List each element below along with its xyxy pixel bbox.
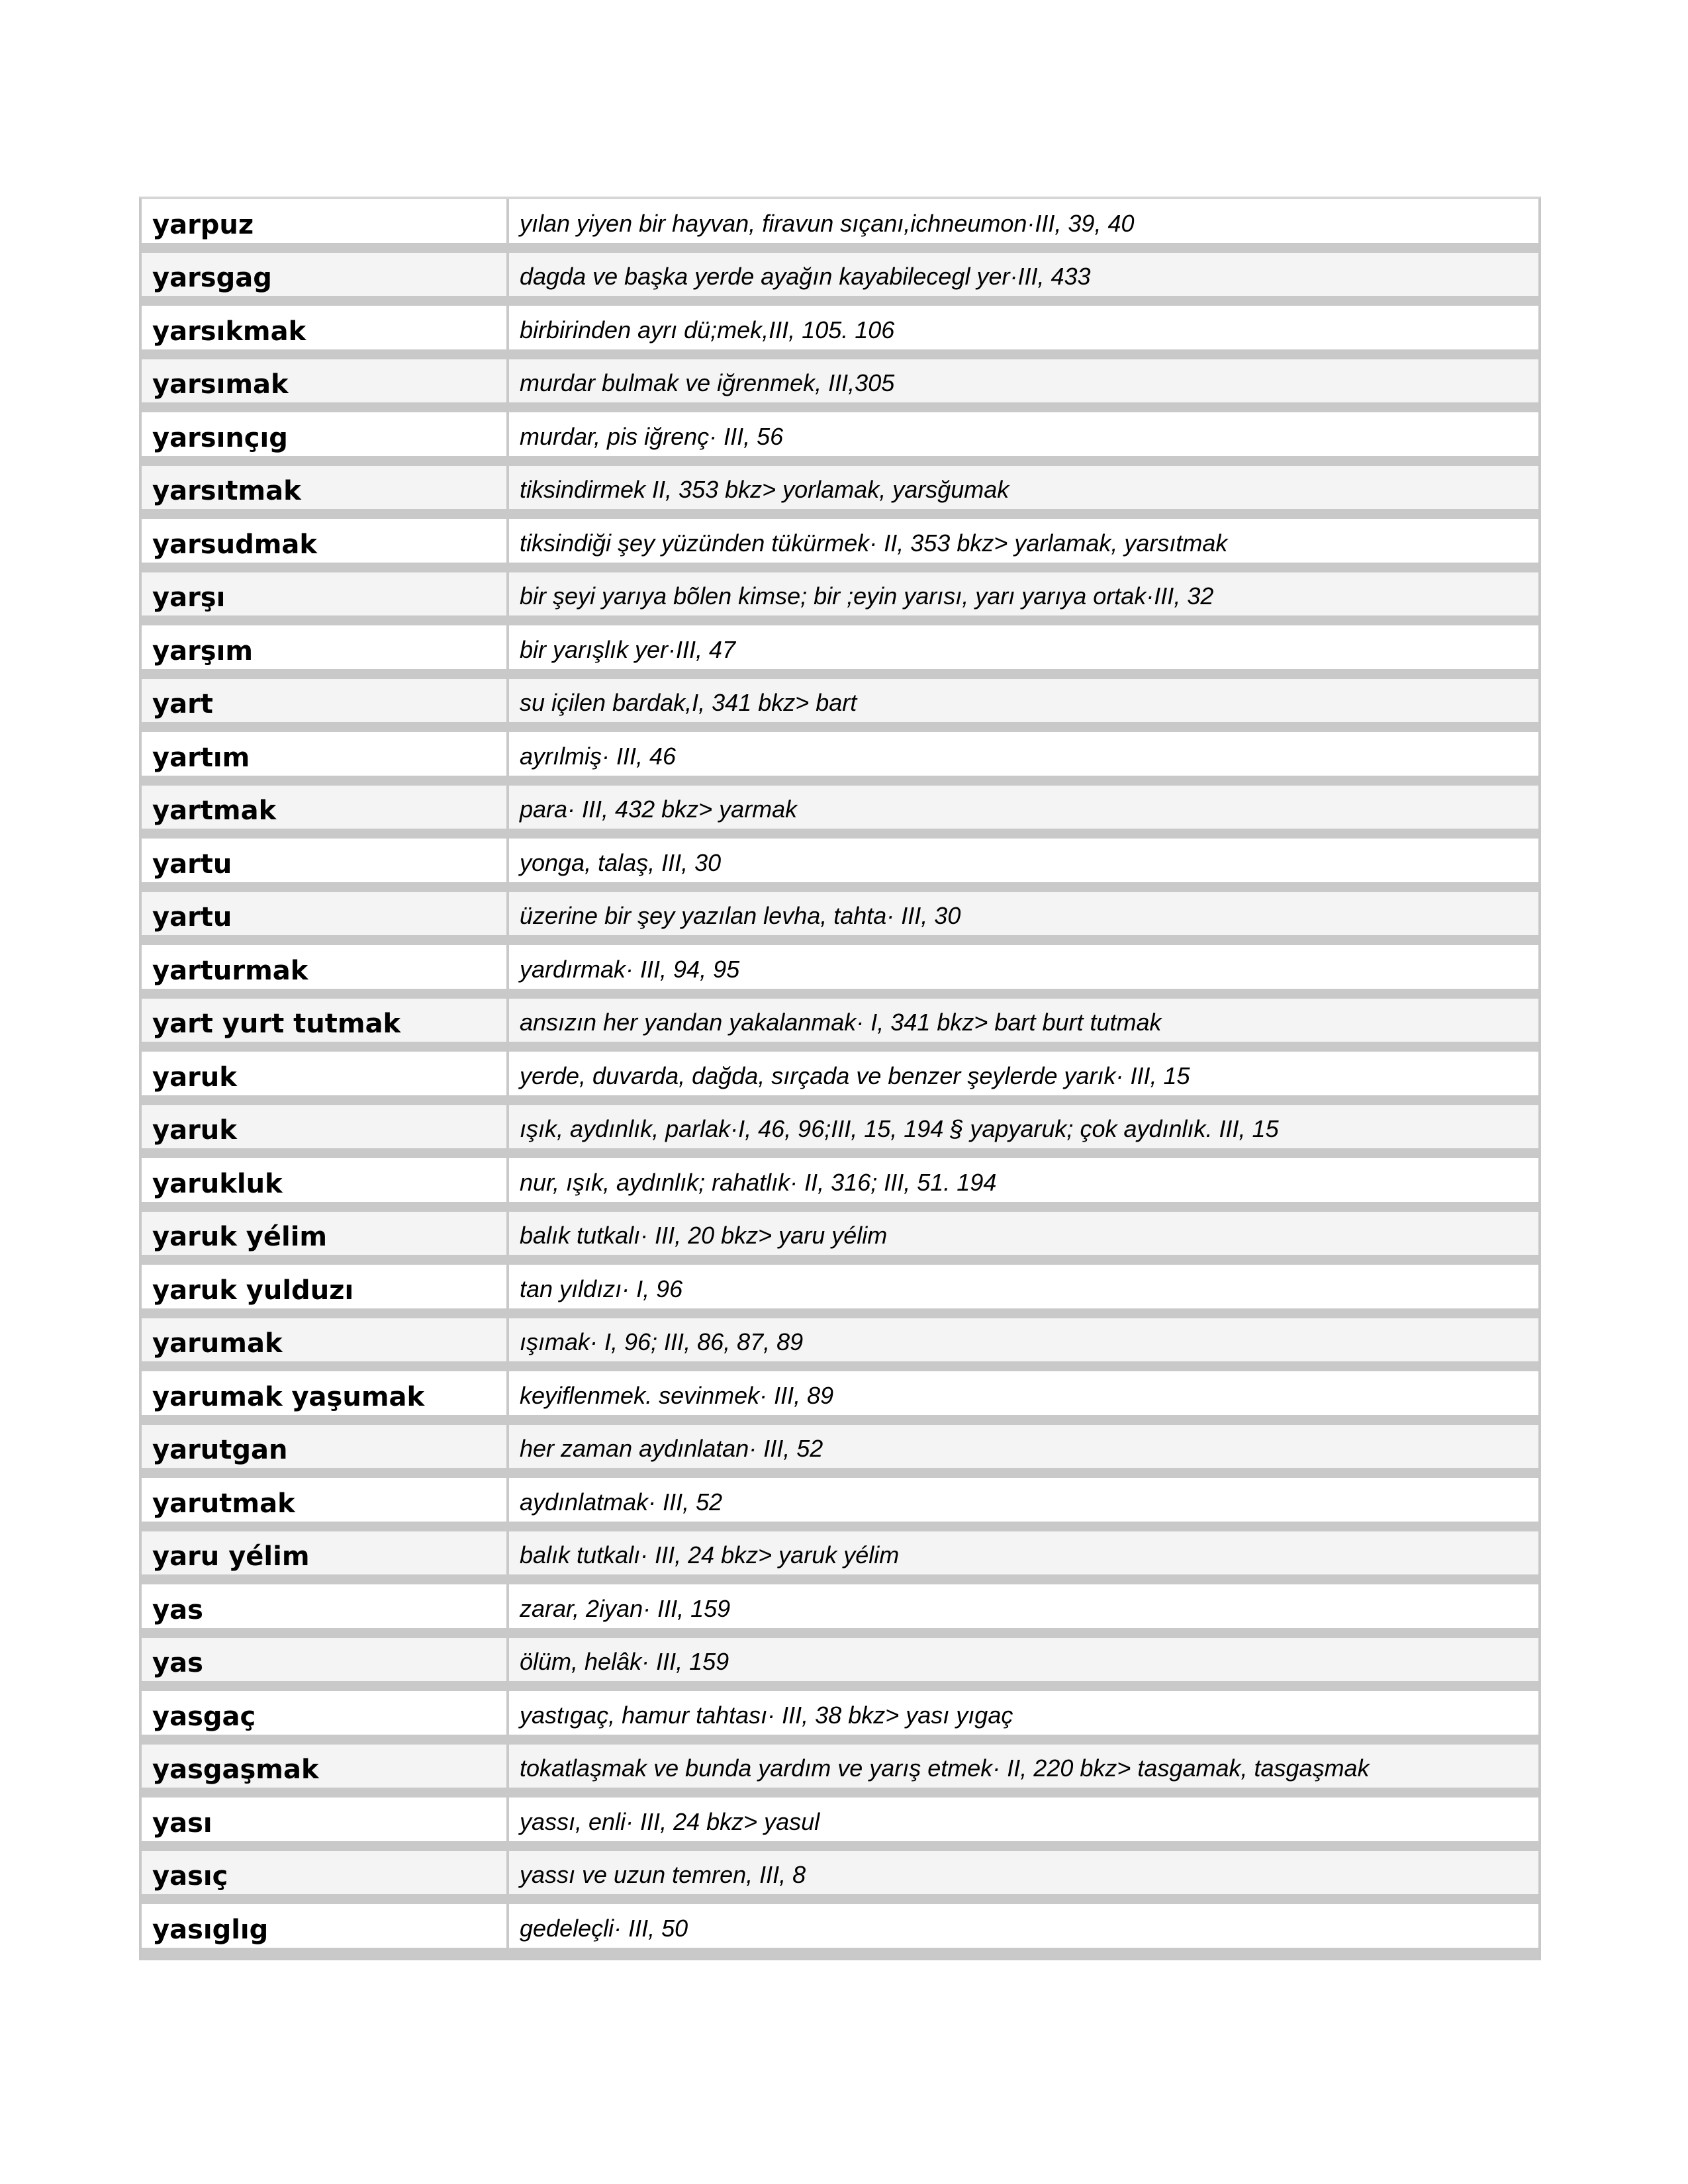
entry-term: yarşı xyxy=(142,572,509,616)
entry-definition: tokatlaşmak ve bunda yardım ve yarış etmek· II, 220 bkz> tasgamak, tasgaşmak xyxy=(520,1754,1370,1782)
entry-term: yarsıkmak xyxy=(142,306,509,349)
entry-term: yaruk xyxy=(142,1105,509,1149)
table-row xyxy=(142,786,1538,839)
entry-term: yarşım xyxy=(142,625,509,669)
entry-term: yartu xyxy=(142,892,509,936)
table-row xyxy=(142,1691,1538,1745)
entry-definition: aydınlatmak· III, 52 xyxy=(520,1488,723,1516)
entry-term: yas xyxy=(142,1638,509,1682)
entry-definition: ansızın her yandan yakalanmak· I, 341 bkz> bart burt tutmak xyxy=(520,1009,1162,1036)
entry-term: yarumak xyxy=(142,1318,509,1362)
entry-definition: tiksindirmek II, 353 bkz> yorlamak, yarsğumak xyxy=(520,476,1009,503)
entry-term: yarutmak xyxy=(142,1478,509,1522)
entry-definition: ayrılmiş· III, 46 xyxy=(520,742,677,770)
table-row xyxy=(142,892,1538,946)
entry-definition: dagda ve başka yerde ayağın kayabilecegl yer·III, 433 xyxy=(520,263,1091,290)
entry-term: yart yurt tutmak xyxy=(142,999,509,1042)
entry-definition: balık tutkalı· III, 20 bkz> yaru yélim xyxy=(520,1222,888,1249)
table-row xyxy=(142,1425,1538,1479)
table-row xyxy=(142,1265,1538,1318)
entry-definition: para· III, 432 bkz> yarmak xyxy=(520,796,798,823)
entry-term: yası xyxy=(142,1797,509,1841)
table-row xyxy=(142,1212,1538,1265)
table-row xyxy=(142,1797,1538,1851)
entry-definition: bir yarışlık yer·III, 47 xyxy=(520,635,736,663)
table-row xyxy=(142,519,1538,572)
table-row xyxy=(142,306,1538,359)
table-row xyxy=(142,1531,1538,1585)
table-row xyxy=(142,199,1538,253)
entry-definition: ışımak· I, 96; III, 86, 87, 89 xyxy=(520,1328,804,1355)
entry-definition: yassı ve uzun temren, III, 8 xyxy=(520,1861,806,1888)
table-row xyxy=(142,1371,1538,1425)
entry-term: yas xyxy=(142,1584,509,1628)
entry-definition: gedeleçli· III, 50 xyxy=(520,1914,688,1942)
entry-term: yaruk yulduzı xyxy=(142,1265,509,1308)
table-row xyxy=(142,1638,1538,1692)
table-row xyxy=(142,412,1538,466)
entry-definition: bir şeyi yarıya bõlen kimse; bir ;eyin yarısı, yarı yarıya ortak·III, 32 xyxy=(520,582,1214,610)
dictionary-table xyxy=(139,197,1541,1960)
entry-definition: su içilen bardak,I, 341 bkz> bart xyxy=(520,689,857,716)
entry-term: yarsgag xyxy=(142,253,509,296)
table-row xyxy=(142,679,1538,733)
table-row xyxy=(142,1904,1538,1958)
table-row xyxy=(142,572,1538,626)
entry-definition: birbirinden ayrı dü;mek,III, 105. 106 xyxy=(520,316,895,343)
entry-term: yarsıtmak xyxy=(142,466,509,510)
table-row xyxy=(142,1105,1538,1159)
entry-definition: yardırmak· III, 94, 95 xyxy=(520,955,740,983)
entry-term: yasıglıg xyxy=(142,1904,509,1948)
table-row xyxy=(142,1851,1538,1905)
entry-definition: zarar, 2iyan· III, 159 xyxy=(520,1594,731,1622)
table-row xyxy=(142,732,1538,786)
table-row xyxy=(142,253,1538,306)
entry-definition: murdar bulmak ve iğrenmek, III,305 xyxy=(520,369,895,396)
table-row xyxy=(142,1745,1538,1798)
entry-definition: tiksindiği şey yüzünden tükürmek· II, 353 bkz> yarlamak, yarsıtmak xyxy=(520,529,1228,557)
entry-term: yart xyxy=(142,679,509,723)
entry-definition: nur, ışık, aydınlık; rahatlık· II, 316; III, 51. 194 xyxy=(520,1168,997,1196)
entry-term: yarsudmak xyxy=(142,519,509,563)
table-row xyxy=(142,945,1538,999)
entry-definition: yılan yiyen bir hayvan, firavun sıçanı,ichneumon·III, 39, 40 xyxy=(520,209,1135,237)
entry-term: yarukluk xyxy=(142,1158,509,1202)
table-row xyxy=(142,999,1538,1052)
entry-definition: murdar, pis iğrenç· III, 56 xyxy=(520,422,784,450)
entry-definition: her zaman aydınlatan· III, 52 xyxy=(520,1435,823,1462)
entry-term: yarpuz xyxy=(142,199,509,243)
entry-term: yaruk xyxy=(142,1052,509,1095)
table-row xyxy=(142,1318,1538,1372)
entry-term: yarutgan xyxy=(142,1425,509,1469)
entry-definition: ışık, aydınlık, parlak·I, 46, 96;III, 15, 194 § yapyaruk; çok aydınlık. III, 15 xyxy=(520,1115,1279,1142)
table-row xyxy=(142,1478,1538,1531)
entry-term: yasgaşmak xyxy=(142,1745,509,1788)
entry-definition: yastıgaç, hamur tahtası· III, 38 bkz> yası yıgaç xyxy=(520,1701,1013,1729)
entry-definition: yassı, enli· III, 24 bkz> yasul xyxy=(520,1807,820,1835)
table-row xyxy=(142,625,1538,679)
entry-term: yaru yélim xyxy=(142,1531,509,1575)
entry-term: yarsınçıg xyxy=(142,412,509,456)
entry-definition: yonga, talaş, III, 30 xyxy=(520,848,722,876)
table-row xyxy=(142,839,1538,892)
entry-term: yaruk yélim xyxy=(142,1212,509,1255)
entry-term: yarturmak xyxy=(142,945,509,989)
entry-term: yarumak yaşumak xyxy=(142,1371,509,1415)
entry-definition: ölüm, helâk· III, 159 xyxy=(520,1648,729,1675)
entry-definition: tan yıldızı· I, 96 xyxy=(520,1275,683,1302)
table-row xyxy=(142,359,1538,413)
entry-definition: balık tutkalı· III, 24 bkz> yaruk yélim xyxy=(520,1541,900,1569)
entry-term: yartmak xyxy=(142,786,509,829)
entry-term: yarsımak xyxy=(142,359,509,403)
entry-term: yasgaç xyxy=(142,1691,509,1735)
entry-term: yartu xyxy=(142,839,509,882)
table-row xyxy=(142,1052,1538,1105)
entry-definition: üzerine bir şey yazılan levha, tahta· III, 30 xyxy=(520,902,961,929)
entry-term: yartım xyxy=(142,732,509,776)
table-row xyxy=(142,1158,1538,1212)
entry-definition: keyiflenmek. sevinmek· III, 89 xyxy=(520,1381,834,1409)
table-row xyxy=(142,466,1538,520)
entry-term: yasıç xyxy=(142,1851,509,1895)
table-row xyxy=(142,1584,1538,1638)
entry-definition: yerde, duvarda, dağda, sırçada ve benzer şeylerde yarık· III, 15 xyxy=(520,1062,1190,1089)
